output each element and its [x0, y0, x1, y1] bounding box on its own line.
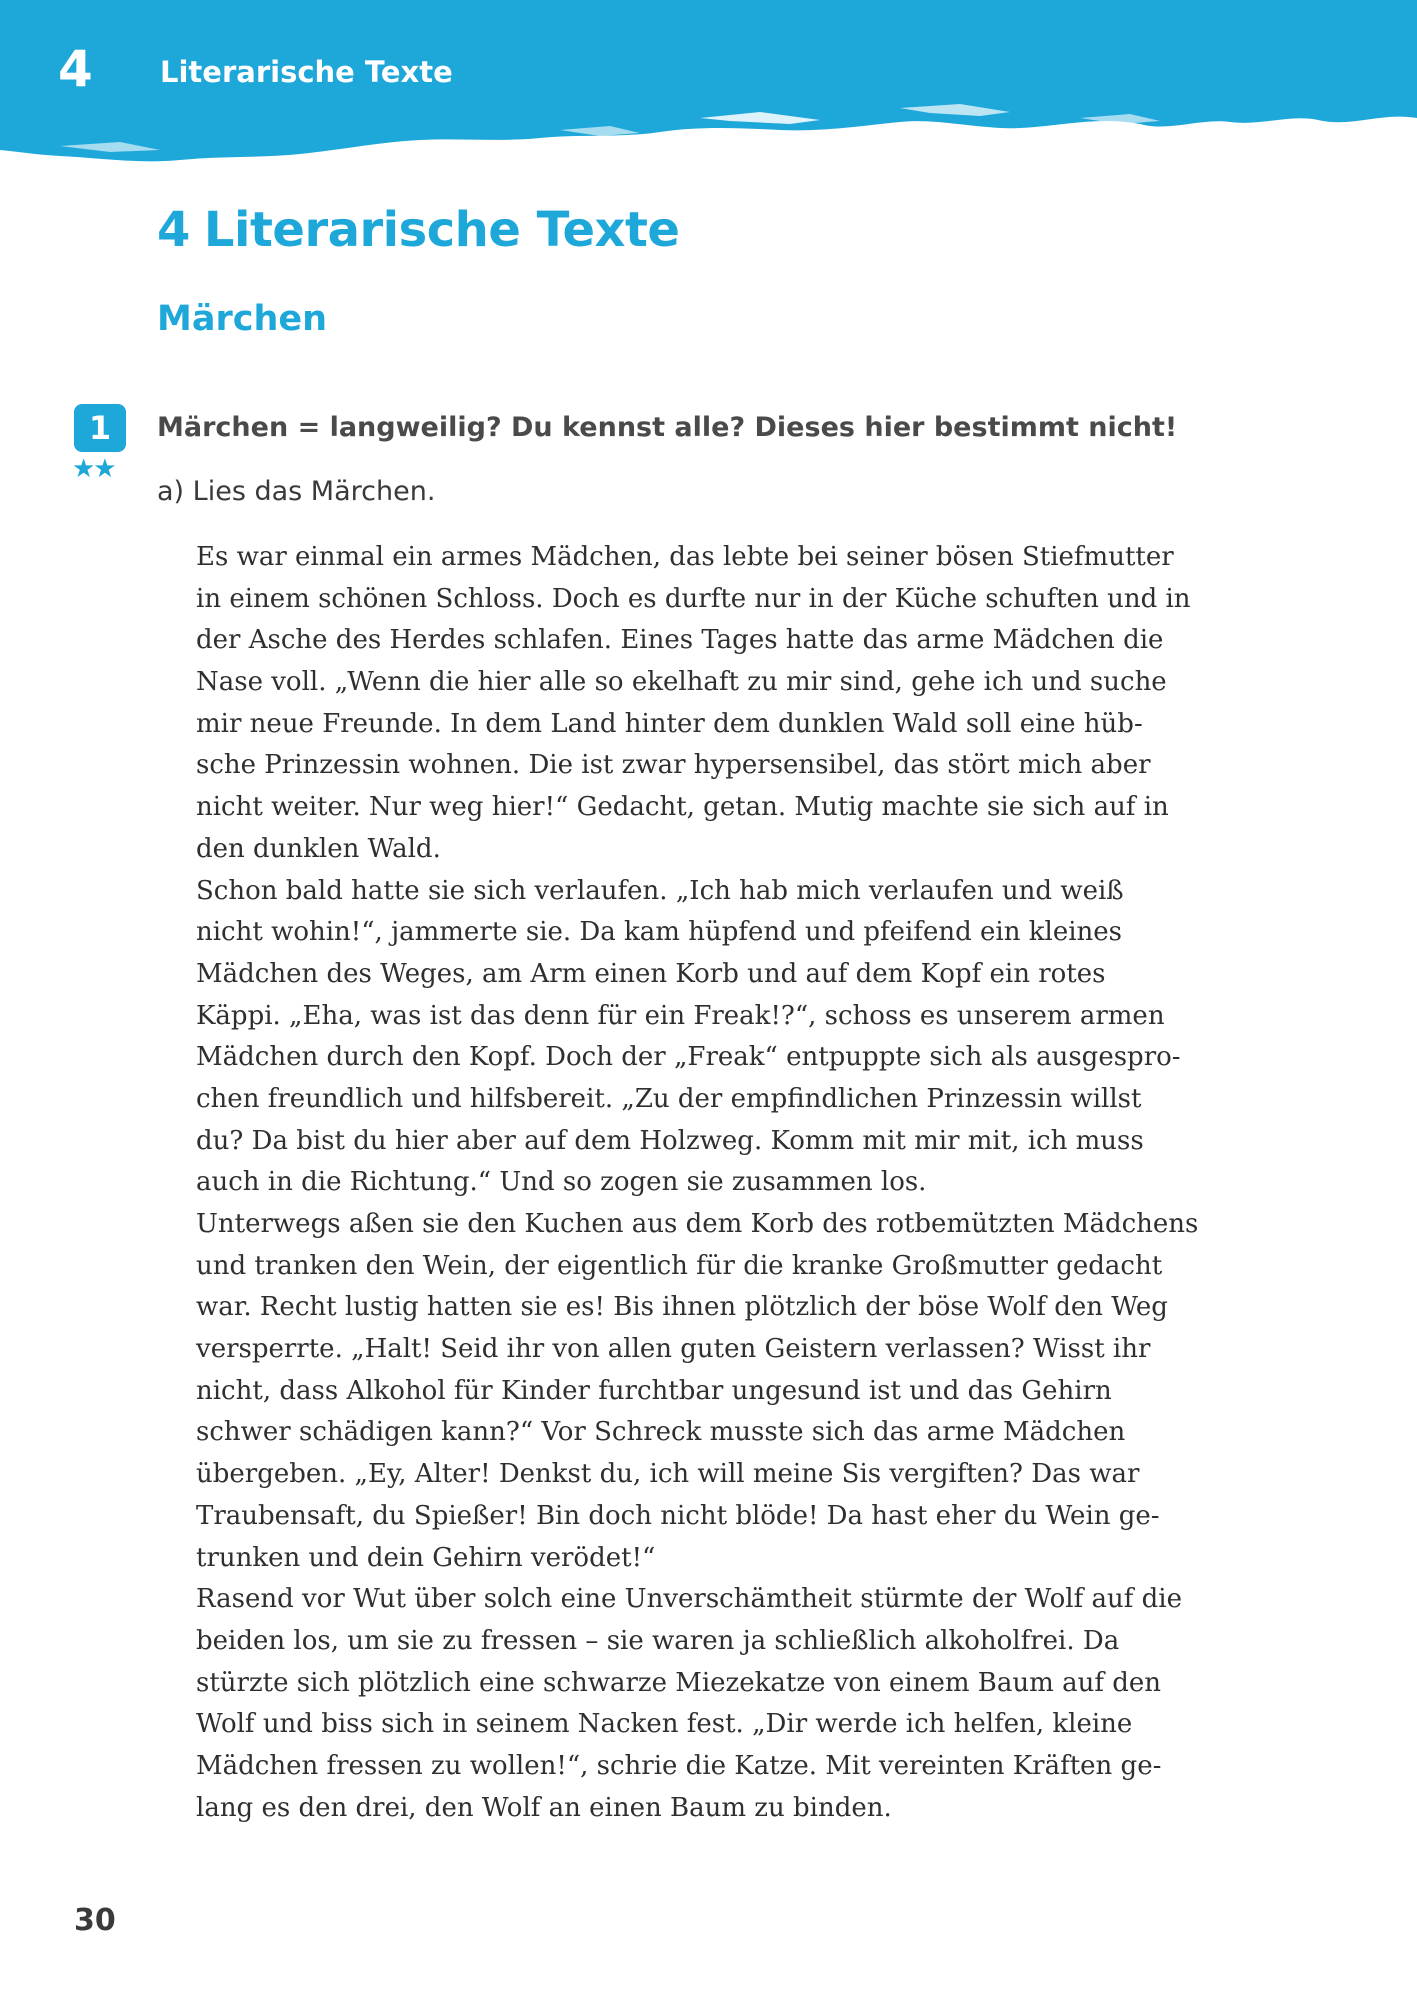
story-line: Rasend vor Wut über solch eine Unverschämtheit stürmte der Wolf auf die: [196, 1584, 1182, 1615]
page-title-number: 4: [157, 202, 190, 258]
story-line: lang es den drei, den Wolf an einen Baum zu binden.: [196, 1792, 892, 1823]
story-line: beiden los, um sie zu fressen – sie waren ja schließlich alkoholfrei. Da: [196, 1625, 1120, 1656]
story-line: Schon bald hatte sie sich verlaufen. „Ich hab mich verlaufen und weiß: [196, 875, 1124, 906]
story-line: trunken und dein Gehirn verödet!“: [196, 1542, 656, 1573]
story-line: stürzte sich plötzlich eine schwarze Miezekatze von einem Baum auf den: [196, 1667, 1161, 1698]
section-heading: Märchen: [157, 299, 328, 339]
page-title-text: Literarische Texte: [203, 202, 680, 258]
chapter-title: Literarische Texte: [160, 55, 453, 89]
story-line: Traubensaft, du Spießer! Bin doch nicht blöde! Da hast eher du Wein ge-: [196, 1500, 1160, 1531]
story-line: du? Da bist du hier aber auf dem Holzweg. Komm mit mir mit, ich muss: [196, 1125, 1144, 1156]
story-line: Käppi. „Eha, was ist das denn für ein Freak!?“, schoss es unserem armen: [196, 1000, 1165, 1031]
story-line: war. Recht lustig hatten sie es! Bis ihnen plötzlich der böse Wolf den Weg: [196, 1292, 1168, 1323]
story-line: der Asche des Herdes schlafen. Eines Tages hatte das arme Mädchen die: [196, 625, 1164, 656]
two-stars-icon: ★★: [72, 454, 115, 484]
story-line: Nase voll. „Wenn die hier alle so ekelhaft zu mir sind, gehe ich und suche: [196, 667, 1167, 698]
page-number: 30: [74, 1903, 116, 1938]
story-line: Mädchen des Weges, am Arm einen Korb und auf dem Kopf ein rotes: [196, 958, 1106, 989]
story-line: Wolf und biss sich in seinem Nacken fest. „Dir werde ich helfen, kleine: [196, 1709, 1133, 1740]
story-line: chen freundlich und hilfsbereit. „Zu der empfindlichen Prinzessin willst: [196, 1083, 1142, 1114]
story-line: Mädchen durch den Kopf. Doch der „Freak“ entpuppte sich als ausgespro-: [196, 1042, 1181, 1073]
story-line: sche Prinzessin wohnen. Die ist zwar hypersensibel, das stört mich aber: [196, 750, 1151, 781]
subtask-a: a) Lies das Märchen.: [157, 476, 436, 507]
page-title: [157, 202, 680, 258]
chapter-number: 4: [58, 40, 93, 98]
story-line: nicht weiter. Nur weg hier!“ Gedacht, getan. Mutig machte sie sich auf in: [196, 792, 1169, 823]
story-line: den dunklen Wald.: [196, 833, 441, 864]
story-line: und tranken den Wein, der eigentlich für die kranke Großmutter gedacht: [196, 1250, 1163, 1281]
story-line: schwer schädigen kann?“ Vor Schreck musste sich das arme Mädchen: [196, 1417, 1126, 1448]
story-line: Mädchen fressen zu wollen!“, schrie die Katze. Mit vereinten Kräften ge-: [196, 1750, 1162, 1781]
story-line: Unterwegs aßen sie den Kuchen aus dem Korb des rotbemützten Mädchens: [196, 1209, 1199, 1239]
story-line: versperrte. „Halt! Seid ihr von allen guten Geistern verlassen? Wisst ihr: [196, 1334, 1151, 1365]
story-line: nicht, dass Alkohol für Kinder furchtbar ungesund ist und das Gehirn: [196, 1375, 1112, 1406]
story-line: Es war einmal ein armes Mädchen, das lebte bei seiner bösen Stiefmutter: [196, 542, 1174, 572]
story-line: auch in die Richtung.“ Und so zogen sie zusammen los.: [196, 1167, 927, 1198]
task-number-badge: 1: [74, 404, 126, 452]
task-prompt: Märchen = langweilig? Du kennst alle? Dieses hier bestimmt nicht!: [157, 412, 1178, 443]
story-line: mir neue Freunde. In dem Land hinter dem dunklen Wald soll eine hüb-: [196, 708, 1143, 739]
story-line: übergeben. „Ey, Alter! Denkst du, ich will meine Sis vergiften? Das war: [196, 1459, 1140, 1490]
story-line: in einem schönen Schloss. Doch es durfte nur in der Küche schuften und in: [196, 583, 1191, 614]
fairy-tale-text: [196, 537, 1256, 1829]
story-line: nicht wohin!“, jammerte sie. Da kam hüpfend und pfeifend ein kleines: [196, 917, 1122, 948]
